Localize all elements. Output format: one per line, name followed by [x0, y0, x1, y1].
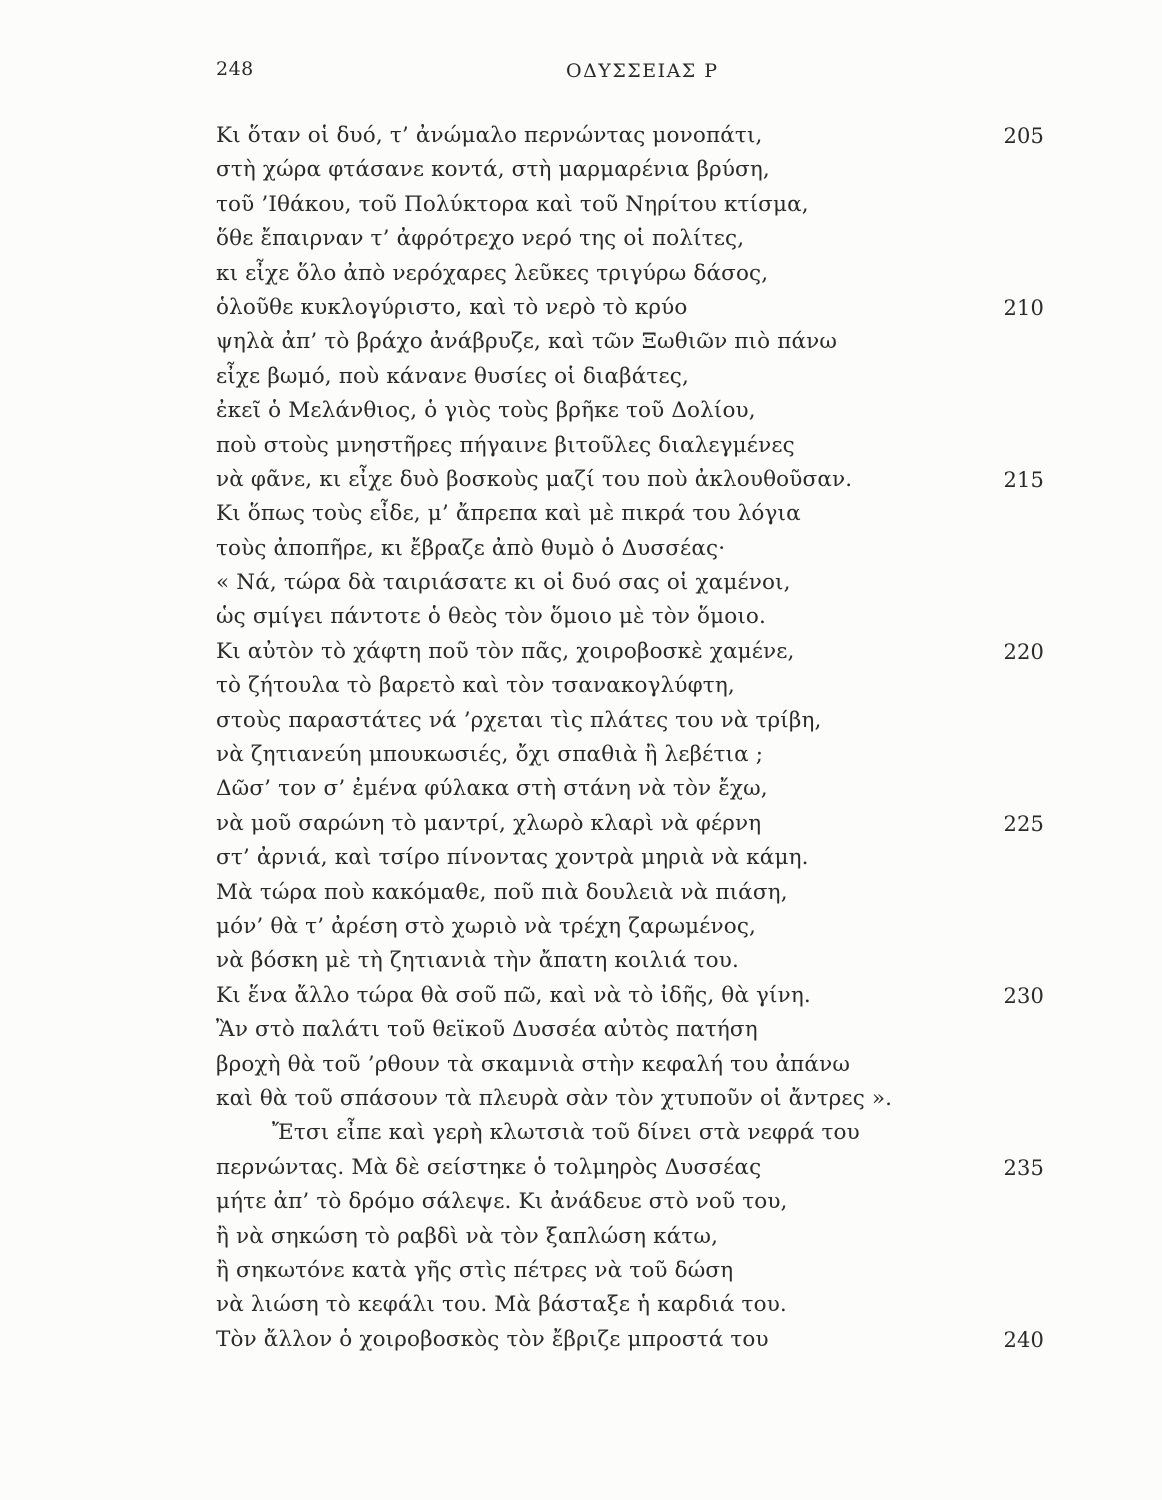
verse-line [216, 1288, 1056, 1322]
line-number: 240 [1003, 1327, 1044, 1352]
verse-line [216, 1082, 1056, 1116]
verse-line [216, 532, 1056, 566]
verse-line [216, 325, 1056, 359]
verse-line [216, 910, 1056, 944]
page-number: 248 [216, 58, 254, 80]
page-header [216, 58, 1046, 88]
line-number: 205 [1003, 124, 1044, 148]
line-number: 230 [1003, 983, 1044, 1008]
verse-line [216, 1254, 1056, 1288]
verse-line [216, 600, 1056, 634]
verse-line [216, 944, 1056, 978]
verse-line [216, 807, 1056, 841]
verse-text: περνώντας. Μὰ δὲ σείστηκε ὁ τολμηρὸς Δυσσέας [216, 1154, 762, 1180]
verse-text: ἢ σηκωτόνε κατὰ γῆς στὶς πέτρες νὰ τοῦ δώση [216, 1257, 734, 1283]
verse-line [216, 1185, 1056, 1219]
verse-line [216, 153, 1056, 187]
verse-text: Κι ὅπως τοὺς εἶδε, μ’ ἄπρεπα καὶ μὲ πικρά του λόγια [216, 501, 801, 527]
verse-line [216, 1323, 1056, 1357]
verse-text: ποὺ στοὺς μνηστῆρες πήγαινε βιτοῦλες διαλεγμένες [216, 432, 795, 458]
line-number: 220 [1003, 639, 1044, 664]
verse-line [216, 979, 1056, 1013]
running-title: ΟΔΥΣΣΕΙΑΣ Ρ [566, 60, 719, 82]
verse-text: Μὰ τώρα ποὺ κακόμαθε, ποῦ πιὰ δουλειὰ νὰ πιάση, [216, 879, 788, 905]
verse-text: Ἂν στὸ παλάτι τοῦ θεϊκοῦ Δυσσέα αὐτὸς πατήση [216, 1017, 758, 1043]
verse-line [216, 704, 1056, 738]
verse-text: ὅθε ἔπαιρναν τ’ ἀφρότρεχο νερό της οἱ πολίτες, [216, 226, 745, 252]
verse-text: ὡς σμίγει πάντοτε ὁ θεὸς τὸν ὅμοιο μὲ τὸν ὅμοιο. [216, 604, 767, 630]
verse-line [216, 738, 1056, 772]
verse-text: « Νά, τώρα δὰ ταιριάσατε κι οἱ δυό σας οἱ χαμένοι, [216, 570, 791, 596]
verse-line [216, 772, 1056, 806]
verse-text: Κι ἕνα ἄλλο τώρα θὰ σοῦ πῶ, καὶ νὰ τὸ ἰδῆς, θὰ γίνη. [216, 982, 811, 1008]
verse-line [216, 222, 1056, 256]
verse-line [216, 463, 1056, 497]
verse-line [216, 1151, 1056, 1185]
verse-text: Δῶσ’ τον σ’ ἐμένα φύλακα στὴ στάνη νὰ τὸν ἔχω, [216, 776, 768, 802]
verse-line [216, 876, 1056, 910]
verse-line [216, 188, 1056, 222]
verse-text: μόν’ θὰ τ’ ἀρέση στὸ χωριὸ νὰ τρέχη ζαρωμένος, [216, 913, 757, 939]
verse-text: ἢ νὰ σηκώση τὸ ραβδὶ νὰ τὸν ξαπλώση κάτω, [216, 1223, 719, 1249]
verse-text: τοὺς ἀποπῆρε, κι ἔβραζε ἀπὸ θυμὸ ὁ Δυσσέας· [216, 535, 726, 561]
line-number: 210 [1003, 295, 1044, 320]
verse-text: καὶ θὰ τοῦ σπάσουν τὰ πλευρὰ σὰν τὸν χτυποῦν οἱ ἄντρες ». [216, 1085, 893, 1111]
verse-text: στὴ χώρα φτάσανε κοντά, στὴ μαρμαρένια βρύση, [216, 157, 770, 183]
verse-line [216, 1048, 1056, 1082]
verse-text: νὰ βόσκη μὲ τὴ ζητιανιὰ τὴν ἄπατη κοιλιά του. [216, 948, 739, 974]
verse-text: βροχὴ θὰ τοῦ ’ρθουν τὰ σκαμνιὰ στὴν κεφαλή του ἀπάνω [216, 1051, 850, 1077]
verse-text: μήτε ἀπ’ τὸ δρόμο σάλεψε. Κι ἀνάδευε στὸ νοῦ του, [216, 1189, 788, 1215]
verse-text: ἐκεῖ ὁ Μελάνθιος, ὁ γιὸς τοὺς βρῆκε τοῦ Δολίου, [216, 398, 756, 424]
verse-line [216, 669, 1056, 703]
verse-line [216, 1220, 1056, 1254]
verse-text: νὰ φᾶνε, κι εἶχε δυὸ βοσκοὺς μαζί του ποὺ ἀκλουθοῦσαν. [216, 466, 853, 492]
verse-line [216, 566, 1056, 600]
verse-text: νὰ μοῦ σαρώνη τὸ μαντρί, χλωρὸ κλαρὶ νὰ φέρνη [216, 810, 762, 836]
verse-text: τὸ ζήτουλα τὸ βαρετὸ καὶ τὸν τσανακογλύφτη, [216, 673, 735, 699]
verse-text: στοὺς παραστάτες νά ’ρχεται τὶς πλάτες του νὰ τρίβη, [216, 707, 822, 733]
verse-line [216, 360, 1056, 394]
verse-line [216, 1013, 1056, 1047]
verse-text: Ἔτσι εἶπε καὶ γερὴ κλωτσιὰ τοῦ δίνει στὰ νεφρά του [272, 1120, 860, 1146]
verse-line [216, 635, 1056, 669]
verse-line [216, 1116, 1056, 1150]
verse-text: κι εἶχε ὅλο ἀπὸ νερόχαρες λεῦκες τριγύρω δάσος, [216, 260, 769, 286]
verse-text: Κι ὅταν οἱ δυό, τ’ ἀνώμαλο περνώντας μονοπάτι, [216, 123, 763, 148]
verse-line [216, 291, 1056, 325]
verse-text: Τὸν ἄλλον ὁ χοιροβοσκὸς τὸν ἔβριζε μπροστά του [216, 1326, 769, 1352]
verse-text: Κι αὐτὸν τὸ χάφτη ποῦ τὸν πᾶς, χοιροβοσκὲ χαμένε, [216, 638, 795, 664]
verse-text: εἶχε βωμό, ποὺ κάνανε θυσίες οἱ διαβάτες, [216, 363, 689, 389]
line-number: 225 [1003, 811, 1044, 836]
verse-text: νὰ ζητιανεύη μπουκωσιές, ὄχι σπαθιὰ ἢ λεβέτια ; [216, 742, 764, 768]
verse-text: στ’ ἀρνιά, καὶ τσίρο πίνοντας χοντρὰ μηριὰ νὰ κάμη. [216, 845, 809, 871]
verse-line [216, 257, 1056, 291]
verse-text: τοῦ ’Ιθάκου, τοῦ Πολύκτορα καὶ τοῦ Νηρίτου κτίσμα, [216, 191, 809, 217]
verse-line [216, 429, 1056, 463]
verse-line [216, 119, 1056, 153]
verse-line [216, 841, 1056, 875]
line-number: 215 [1003, 467, 1044, 492]
verse-line [216, 394, 1056, 428]
verse-block [216, 119, 1056, 1357]
verse-text: ψηλὰ ἀπ’ τὸ βράχο ἀνάβρυζε, καὶ τῶν Ξωθιῶν πιὸ πάνω [216, 329, 838, 355]
verse-text: ὁλοῦθε κυκλογύριστο, καὶ τὸ νερὸ τὸ κρύο [216, 294, 688, 320]
verse-text: νὰ λιώση τὸ κεφάλι του. Μὰ βάσταξε ἡ καρδιά του. [216, 1292, 787, 1318]
verse-line [216, 497, 1056, 531]
line-number: 235 [1003, 1155, 1044, 1180]
